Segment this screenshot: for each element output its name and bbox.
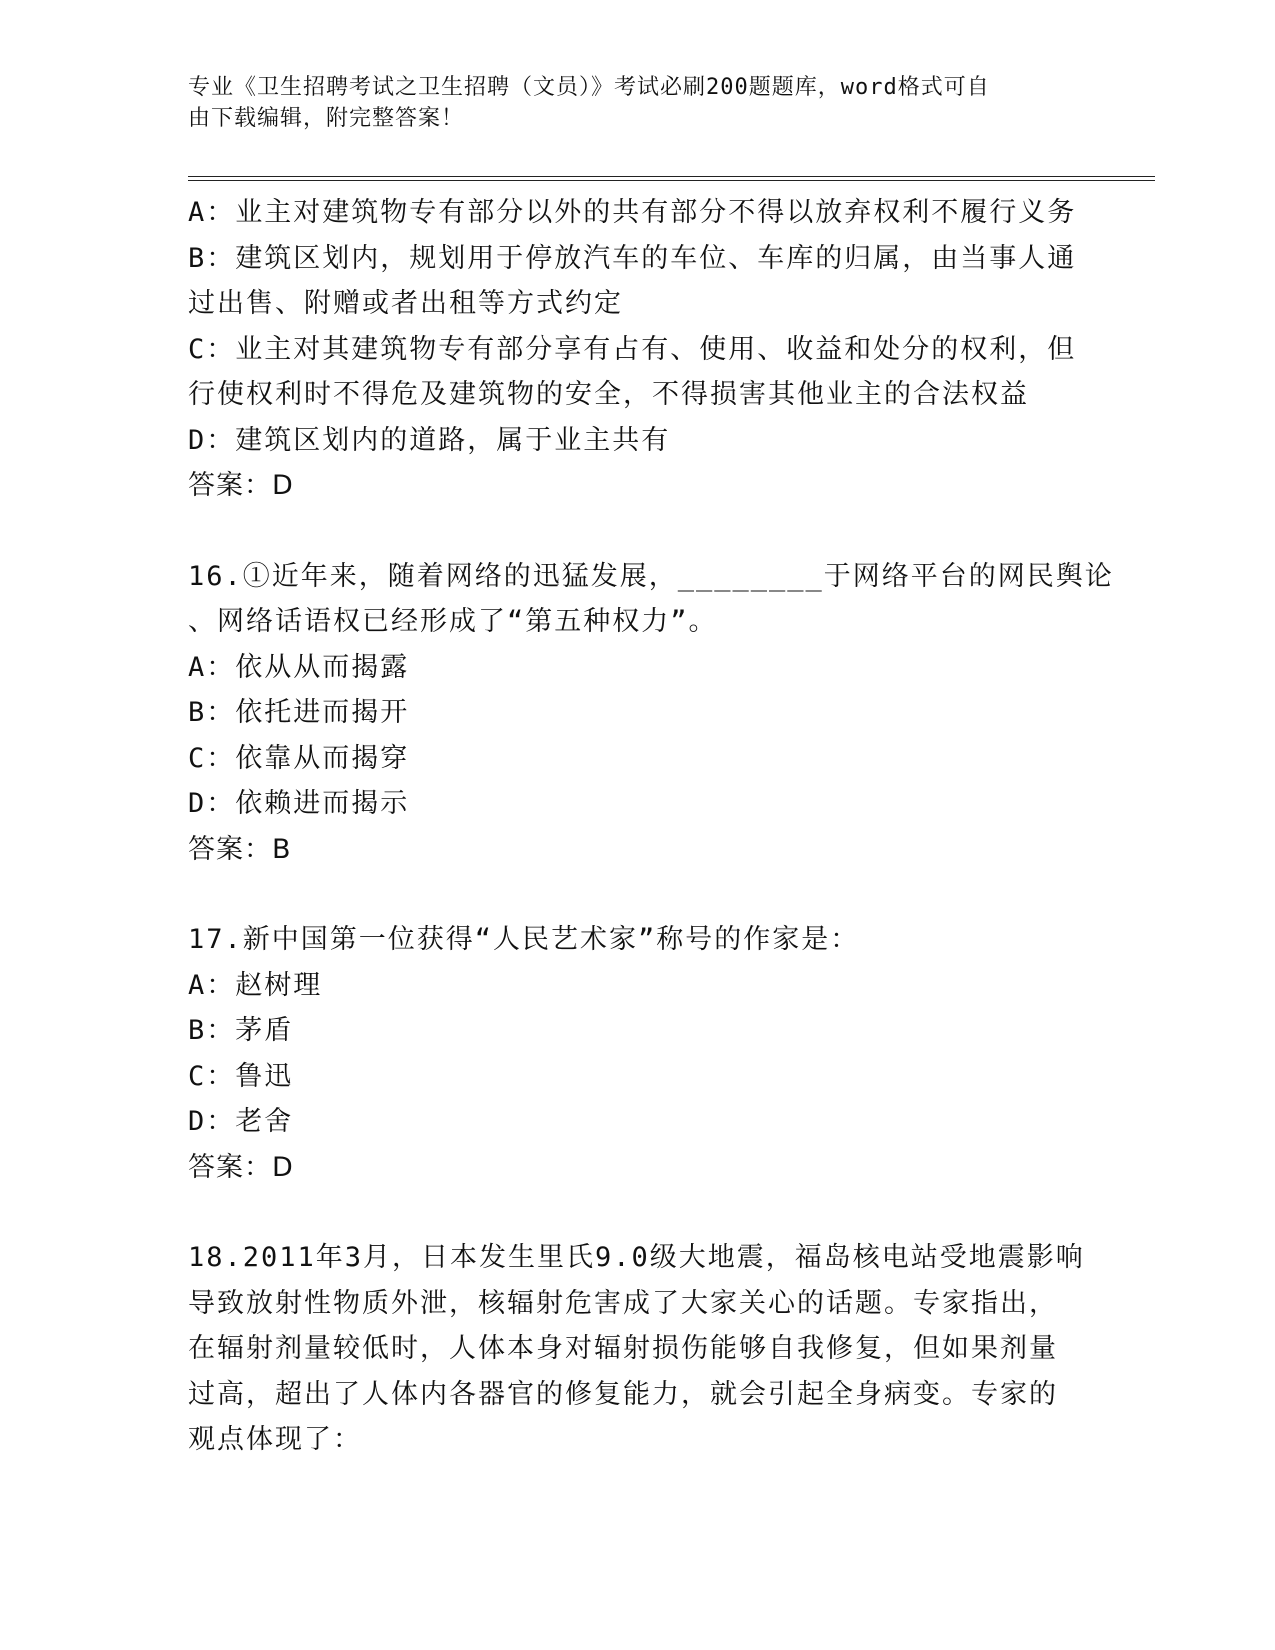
- question-stem-line-2: 、网络话语权已经形成了“第五种权力”。: [188, 606, 718, 637]
- answer: 答案：D: [188, 470, 294, 501]
- header-divider: [188, 176, 1155, 181]
- answer: 答案：B: [188, 833, 292, 865]
- document-header: [188, 72, 1088, 134]
- header-title-line-2: 由下载编辑，附完整答案！: [188, 106, 465, 131]
- option-c-line-1: C：业主对其建筑物专有部分享有占有、使用、收益和处分的权利，但: [188, 333, 1077, 365]
- option-b-line-1: B：建筑区划内，规划用于停放汽车的车位、车库的归属，由当事人通: [188, 242, 1077, 274]
- answer: 答案：D: [188, 1151, 294, 1183]
- option-b-line-2: 过出售、附赠或者出租等方式约定: [188, 288, 623, 319]
- spacer: [188, 1190, 1088, 1235]
- option-b: B：茅盾: [188, 1015, 294, 1046]
- header-title-line-1: 专业《卫生招聘考试之卫生招聘（文员）》考试必刷200题题库，word格式可自: [188, 75, 990, 100]
- option-c: C：鲁迅: [188, 1060, 294, 1092]
- option-d: D：依赖进而揭示: [188, 788, 410, 819]
- question-stem-line-1: 16.①近年来，随着网络的迅猛发展，________于网络平台的网民舆论: [188, 560, 1114, 592]
- question-18: [188, 1235, 1088, 1463]
- question-list: [188, 190, 1114, 1463]
- question-stem-line-1: 18.2011年3月，日本发生里氏9.0级大地震，福岛核电站受地震影响: [188, 1242, 1085, 1273]
- option-a: A：赵树理: [188, 969, 323, 1001]
- question-17: [188, 917, 1088, 1190]
- spacer: [188, 872, 1088, 917]
- option-c: C：依靠从而揭穿: [188, 742, 410, 774]
- question-stem-line-3: 在辐射剂量较低时，人体本身对辐射损伤能够自我修复，但如果剂量: [188, 1333, 1058, 1364]
- question-stem: 17.新中国第一位获得“人民艺术家”称号的作家是：: [188, 924, 860, 955]
- question-stem-line-4: 过高，超出了人体内各器官的修复能力，就会引起全身病变。专家的: [188, 1378, 1058, 1410]
- option-b: B：依托进而揭开: [188, 697, 410, 728]
- option-c-line-2: 行使权利时不得危及建筑物的安全，不得损害其他业主的合法权益: [188, 379, 1029, 410]
- option-a: A：业主对建筑物专有部分以外的共有部分不得以放弃权利不履行义务: [188, 197, 1077, 228]
- spacer: [188, 509, 1088, 554]
- question-15-fragment: [188, 190, 1088, 509]
- question-stem-line-2: 导致放射性物质外泄，核辐射危害成了大家关心的话题。专家指出，: [188, 1287, 1058, 1319]
- option-d: D：建筑区划内的道路，属于业主共有: [188, 424, 671, 456]
- option-d: D：老舍: [188, 1106, 294, 1137]
- question-stem-line-5: 观点体现了：: [188, 1424, 362, 1455]
- question-16: [188, 554, 1114, 873]
- option-a: A：依从从而揭露: [188, 651, 410, 683]
